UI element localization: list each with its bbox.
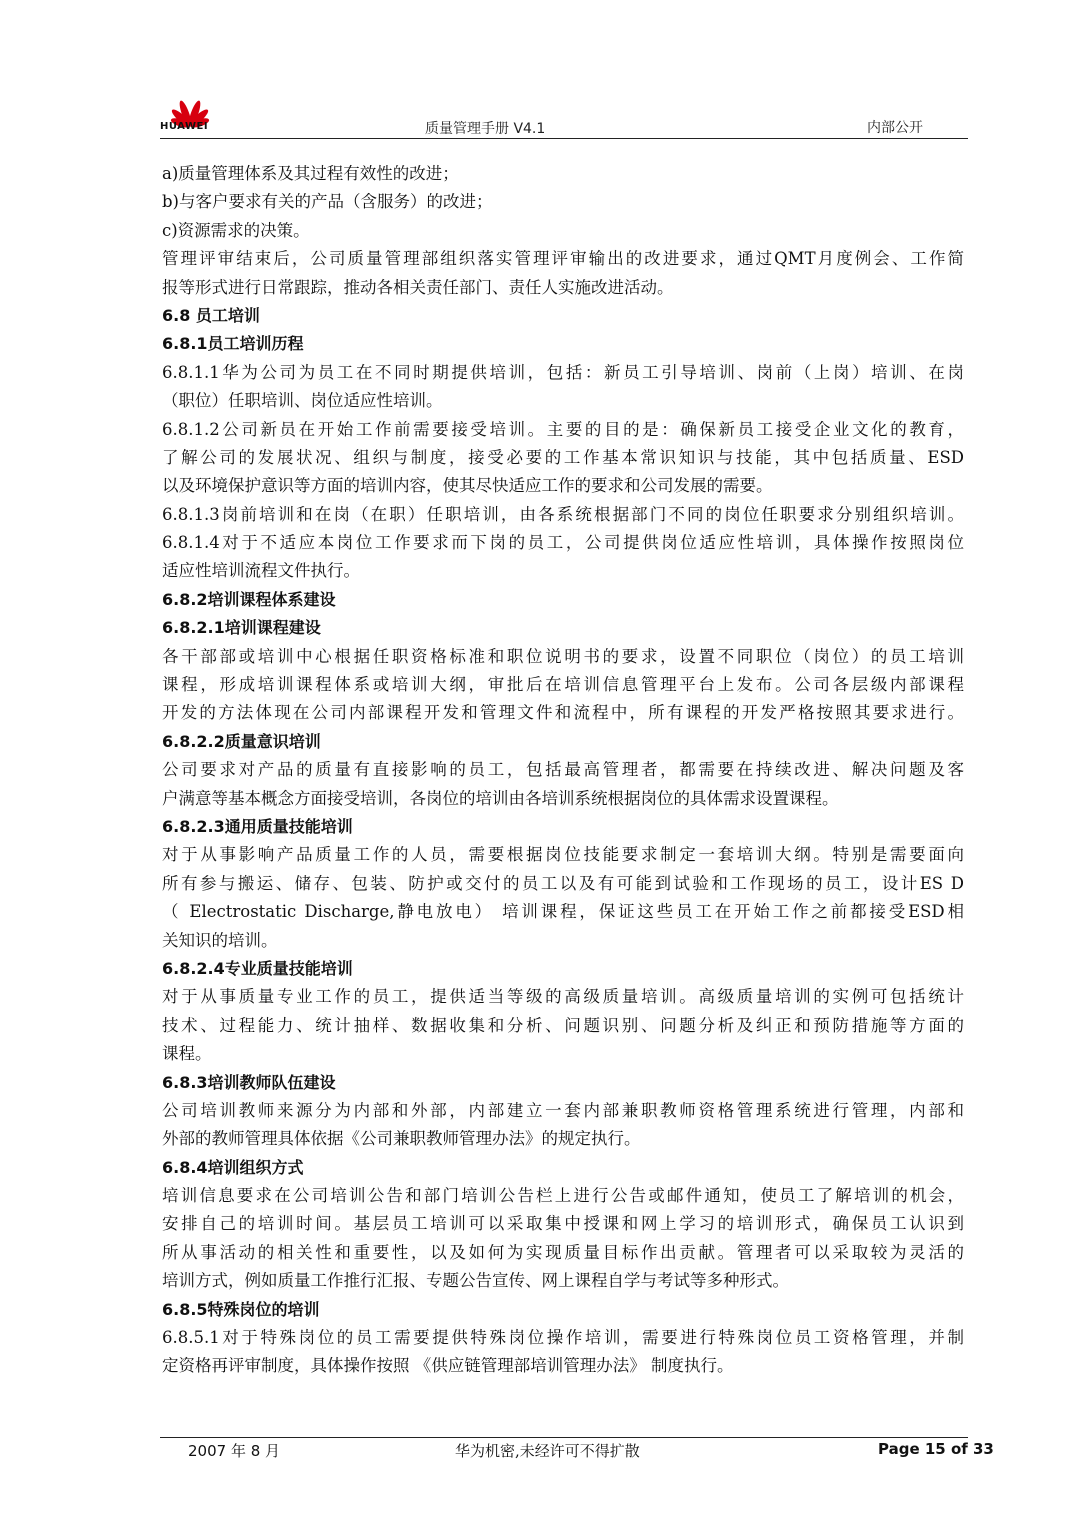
section-heading: 6.8.5特殊岗位的培训 xyxy=(162,1299,320,1319)
body-text-line: 6.8.1.1华为公司为员工在不同时期提供培训，包括：新员工引导培训、岗前（上岗）培训、在岗 xyxy=(162,362,964,382)
body-text-line: 以及环境保护意识等方面的培训内容，使其尽快适应工作的要求和公司发展的需要。 xyxy=(162,476,773,496)
body-text-line: 6.8.5.1对于特殊岗位的员工需要提供特殊岗位操作培训，需要进行特殊岗位员工资格管理，并制 xyxy=(162,1328,964,1348)
section-heading: 6.8.2.1培训课程建设 xyxy=(162,618,321,638)
body-text-line: 适应性培训流程文件执行。 xyxy=(162,561,360,581)
section-heading: 6.8.2.4专业质量技能培训 xyxy=(162,958,353,978)
body-text-line: （职位）任职培训、岗位适应性培训。 xyxy=(162,391,443,411)
body-text-line: 关知识的培训。 xyxy=(162,930,278,950)
body-text-line: 课程。 xyxy=(162,1044,212,1064)
classification-label: 内部公开 xyxy=(867,120,923,136)
body-text-line: 所有参与搬运、储存、包装、防护或交付的员工以及有可能到试验和工作现场的员工，设计ES D xyxy=(162,873,964,893)
body-text-line: 培训方式，例如质量工作推行汇报、专题公告宣传、网上课程自学与考试等多种形式。 xyxy=(162,1271,789,1291)
body-text-line: 管理评审结束后，公司质量管理部组织落实管理评审输出的改进要求，通过QMT月度例会、工作简 xyxy=(162,249,964,269)
body-text-line: c)资源需求的决策。 xyxy=(162,220,310,240)
body-text-line: 技术、过程能力、统计抽样、数据收集和分析、问题识别、问题分析及纠正和预防措施等方面的 xyxy=(162,1015,964,1035)
body-text-line: 开发的方法体现在公司内部课程开发和管理文件和流程中，所有课程的开发严格按照其要求进行。 xyxy=(162,703,964,723)
body-text-line: 了解公司的发展状况、组织与制度，接受必要的工作基本常识知识与技能，其中包括质量、ESD xyxy=(162,447,964,467)
section-heading: 6.8.4培训组织方式 xyxy=(162,1157,304,1177)
section-heading: 6.8.2.3通用质量技能培训 xyxy=(162,816,353,836)
body-text-line: 6.8.1.3岗前培训和在岗（在职）任职培训，由各系统根据部门不同的岗位任职要求分别组织培训。 xyxy=(162,504,964,524)
section-heading: 6.8.3培训教师队伍建设 xyxy=(162,1072,336,1092)
body-text-line: 6.8.1.4对于不适应本岗位工作要求而下岗的员工，公司提供岗位适应性培训，具体操作按照岗位 xyxy=(162,533,964,553)
body-text-line: 各干部部或培训中心根据任职资格标准和职位说明书的要求，设置不同职位（岗位）的员工培训 xyxy=(162,646,964,666)
body-text-line: 公司要求对产品的质量有直接影响的员工，包括最高管理者，都需要在持续改进、解决问题及客 xyxy=(162,760,964,780)
body-text-line: a)质量管理体系及其过程有效性的改进； xyxy=(162,164,459,183)
footer-date: 2007 年 8 月 xyxy=(188,1442,281,1460)
section-heading: 6.8 员工培训 xyxy=(162,305,260,325)
body-text-line: 对于从事质量专业工作的员工，提供适当等级的高级质量培训。高级质量培训的实例可包括统计 xyxy=(162,987,964,1007)
body-text-line: 所从事活动的相关性和重要性，以及如何为实现质量目标作出贡献。管理者可以采取较为灵活的 xyxy=(162,1242,964,1262)
body-text-line: 公司培训教师来源分为内部和外部，内部建立一套内部兼职教师资格管理系统进行管理，内部和 xyxy=(162,1100,964,1120)
body-text-line: 课程，形成培训课程体系或培训大纲，审批后在培训信息管理平台上发布。公司各层级内部课程 xyxy=(162,675,964,695)
body-text-line: 对于从事影响产品质量工作的人员，需要根据岗位技能要求制定一套培训大纲。特别是需要面向 xyxy=(162,845,964,865)
body-text-line: 定资格再评审制度，具体操作按照 《供应链管理部培训管理办法》 制度执行。 xyxy=(162,1356,734,1376)
body-text-line: 6.8.1.2公司新员在开始工作前需要接受培训。主要的目的是：确保新员工接受企业文化的教育， xyxy=(162,419,964,439)
body-text-line: 安排自己的培训时间。基层员工培训可以采取集中授课和网上学习的培训形式，确保员工认识到 xyxy=(162,1214,964,1234)
section-heading: 6.8.2.2质量意识培训 xyxy=(162,731,321,751)
body-text-line: 外部的教师管理具体依据《公司兼职教师管理办法》的规定执行。 xyxy=(162,1129,641,1149)
body-text-line: 报等形式进行日常跟踪，推动各相关责任部门、责任人实施改进活动。 xyxy=(162,277,674,297)
page-header xyxy=(160,80,968,140)
header-divider xyxy=(160,138,968,139)
footer-page-number: Page 15 of 33 xyxy=(878,1440,994,1458)
page-footer xyxy=(160,1440,994,1464)
body-text-line: b)与客户要求有关的产品（含服务）的改进； xyxy=(162,192,493,212)
footer-confidential-notice: 华为机密,未经许可不得扩散 xyxy=(455,1442,640,1460)
section-heading: 6.8.2培训课程体系建设 xyxy=(162,589,336,609)
body-text-line: 户满意等基本概念方面接受培训，各岗位的培训由各培训系统根据岗位的具体需求设置课程。 xyxy=(162,788,839,808)
brand-name: HUAWEI xyxy=(160,121,209,132)
body-text-line: （ Electrostatic Discharge,静电放电） 培训课程，保证这些员工在开始工作之前都接受ESD相 xyxy=(162,902,964,922)
document-title: 质量管理手册 V4.1 xyxy=(425,121,546,137)
document-body xyxy=(162,160,964,1381)
body-text-line: 培训信息要求在公司培训公告和部门培训公告栏上进行公告或邮件通知，使员工了解培训的机会， xyxy=(162,1186,964,1206)
section-heading: 6.8.1员工培训历程 xyxy=(162,334,304,354)
footer-divider xyxy=(160,1437,968,1438)
